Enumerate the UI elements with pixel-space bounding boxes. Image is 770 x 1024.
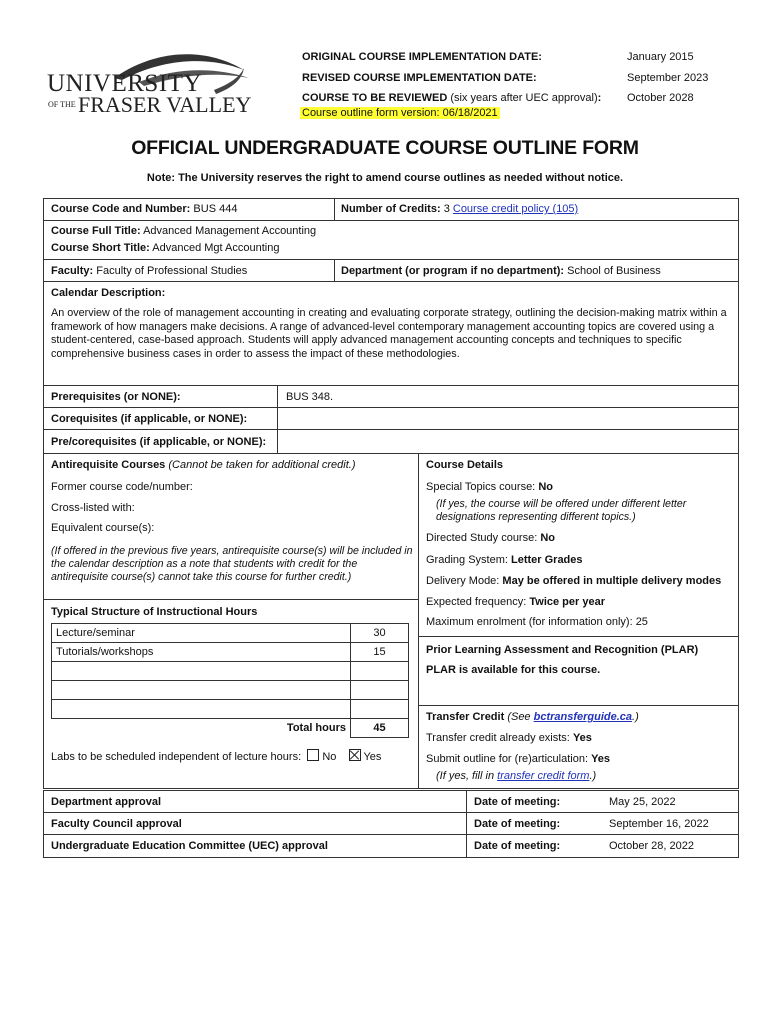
total-hours-label: Total hours	[52, 719, 351, 738]
logo-university-text: UNIVERSITY	[47, 70, 202, 97]
special-topics-text: Special Topics course: No	[426, 481, 553, 493]
instructional-hours-table	[51, 623, 409, 738]
transfer-credit-form-link[interactable]: transfer credit form	[497, 770, 590, 782]
labs-no-checkbox[interactable]	[307, 749, 319, 761]
expected-frequency-text: Expected frequency: Twice per year	[426, 596, 605, 608]
uec-meeting-date: October 28, 2022	[609, 840, 695, 852]
instructional-hours-heading: Typical Structure of Instructional Hours	[51, 606, 258, 618]
precorequisites-value-cell	[277, 429, 739, 454]
plar-heading: Prior Learning Assessment and Recognition (PLAR)	[426, 644, 699, 656]
cross-listed-label: Cross-listed with:	[51, 502, 135, 514]
labs-yes-checkbox[interactable]	[349, 749, 361, 761]
submit-outline-text: Submit outline for (re)articulation: Yes	[426, 753, 611, 765]
table-row	[52, 700, 409, 719]
hours-row-label	[52, 700, 351, 719]
table-row	[52, 624, 409, 643]
hours-row-value: 30	[351, 624, 409, 643]
hours-row-value	[351, 700, 409, 719]
page-note: Note: The University reserves the right to amend course outlines as needed without notice.	[146, 172, 624, 184]
short-title-text: Course Short Title: Advanced Mgt Accounting	[51, 242, 280, 254]
faculty-council-meeting-label: Date of meeting:	[474, 818, 561, 830]
table-row	[52, 643, 409, 662]
former-course-label: Former course code/number:	[51, 481, 193, 493]
full-title-text: Course Full Title: Advanced Management Accounting	[51, 225, 317, 237]
labs-yes-label: Yes	[363, 751, 382, 763]
department-text: Department (or program if no department): School of Business	[341, 265, 661, 277]
bctransferguide-link[interactable]: bctransferguide.ca	[533, 711, 633, 723]
table-row	[52, 662, 409, 681]
labs-no-label: No	[322, 751, 337, 763]
faculty-council-approval-label: Faculty Council approval	[51, 818, 182, 830]
hours-row-value: 15	[351, 643, 409, 662]
prerequisites-label: Prerequisites (or NONE):	[51, 391, 181, 403]
course-code-text: Course Code and Number: BUS 444	[51, 203, 238, 215]
table-row	[52, 681, 409, 700]
corequisites-value-cell	[277, 407, 739, 430]
credits-text: Number of Credits: 3 Course credit policy (105)	[341, 203, 579, 215]
review-date-value: October 2028	[627, 92, 694, 104]
transfer-credit-heading: Transfer Credit (See bctransferguide.ca.)	[426, 711, 639, 723]
logo-fraser-valley-text: FRASER VALLEY	[78, 92, 252, 117]
logo-of-the-text: OF THE	[48, 100, 76, 109]
prerequisites-value-cell	[277, 385, 739, 408]
total-hours-value: 45	[351, 719, 409, 738]
credit-policy-link[interactable]: Course credit policy (105)	[452, 203, 579, 215]
corequisites-label: Corequisites (if applicable, or NONE):	[51, 413, 248, 425]
labs-schedule-label: Labs to be scheduled independent of lecture hours:	[51, 751, 302, 763]
antirequisites-heading: Antirequisite Courses (Cannot be taken for additional credit.)	[51, 459, 356, 471]
precorequisites-label: Pre/corequisites (if applicable, or NONE):	[51, 436, 267, 448]
calendar-description-text: An overview of the role of management accounting in creating and evaluating corporate strategy, outlining the decision-making matrix within a framework of how managers make decisions. A range of advanced-level contemporary management accounting topics are covered using a student-centered, case-based approach. Students will apply advanced management accounting concepts and techniques to specific comprehensive business cases in order to assess the impact of these methodologies.	[51, 307, 727, 360]
prerequisites-value: BUS 348.	[286, 391, 334, 403]
faculty-text: Faculty: Faculty of Professional Studies	[51, 265, 248, 277]
labs-schedule-row	[51, 749, 381, 763]
course-details-heading: Course Details	[426, 459, 504, 471]
delivery-mode-text: Delivery Mode: May be offered in multiple delivery modes	[426, 575, 722, 587]
form-version-highlight: Course outline form version: 06/18/2021	[302, 107, 498, 119]
antirequisite-note: (If offered in the previous five years, antirequisite course(s) will be included in the calendar description as a note that students with credit for the antirequisite course(s) cannot take this course for further credit.)	[51, 545, 413, 583]
page-title: OFFICIAL UNDERGRADUATE COURSE OUTLINE FORM	[131, 137, 639, 159]
transfer-form-note: (If yes, fill in transfer credit form.)	[436, 770, 597, 782]
original-date-value: January 2015	[627, 51, 694, 63]
hours-row-value	[351, 662, 409, 681]
department-meeting-date: May 25, 2022	[609, 796, 676, 808]
special-topics-note: (If yes, the course will be offered under different letter designations representing different topics.)	[436, 498, 687, 523]
uec-meeting-label: Date of meeting:	[474, 840, 561, 852]
university-logo	[44, 48, 254, 122]
hours-row-label	[52, 681, 351, 700]
hours-row-value	[351, 681, 409, 700]
department-approval-label: Department approval	[51, 796, 162, 808]
original-date-label: ORIGINAL COURSE IMPLEMENTATION DATE:	[302, 51, 542, 63]
review-date-label: COURSE TO BE REVIEWED (six years after UEC approval):	[302, 92, 602, 104]
department-meeting-label: Date of meeting:	[474, 796, 561, 808]
transfer-exists-text: Transfer credit already exists: Yes	[426, 732, 592, 744]
grading-system-text: Grading System: Letter Grades	[426, 554, 583, 566]
hours-row-label	[52, 662, 351, 681]
revised-date-value: September 2023	[627, 72, 709, 84]
equivalent-course-label: Equivalent course(s):	[51, 522, 155, 534]
calendar-description-label: Calendar Description:	[51, 287, 166, 299]
table-row	[52, 719, 409, 738]
faculty-council-meeting-date: September 16, 2022	[609, 818, 709, 830]
directed-study-text: Directed Study course: No	[426, 532, 556, 544]
plar-text: PLAR is available for this course.	[426, 664, 601, 676]
uec-approval-label: Undergraduate Education Committee (UEC) approval	[51, 840, 328, 852]
maximum-enrolment-text: Maximum enrolment (for information only): 25	[426, 616, 648, 628]
revised-date-label: REVISED COURSE IMPLEMENTATION DATE:	[302, 72, 537, 84]
hours-row-label: Lecture/seminar	[52, 624, 351, 643]
hours-row-label: Tutorials/workshops	[52, 643, 351, 662]
